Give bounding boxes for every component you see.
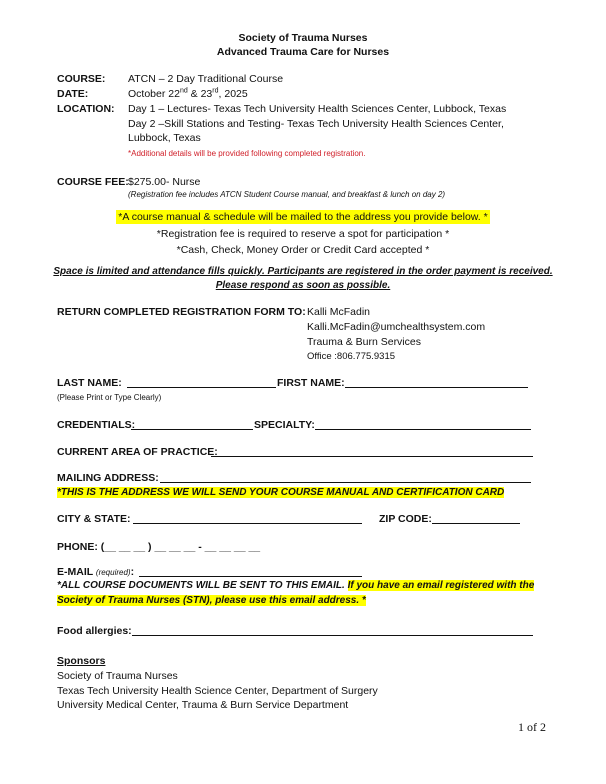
- email-colon: :: [130, 566, 135, 578]
- zip-field[interactable]: [432, 513, 520, 524]
- sponsor-item: Society of Trauma Nurses: [57, 670, 178, 682]
- print-note: (Please Print or Type Clearly): [57, 393, 162, 402]
- mailing-field[interactable]: [160, 472, 531, 483]
- course-value: ATCN – 2 Day Traditional Course: [128, 73, 284, 85]
- email-note-highlight-1: If you have an email registered with the: [347, 580, 535, 591]
- course-title: Advanced Trauma Care for Nurses: [216, 46, 390, 58]
- location-note: *Additional details will be provided following completed registration.: [128, 149, 366, 158]
- mailing-label: MAILING ADDRESS:: [57, 472, 159, 484]
- return-label: RETURN COMPLETED REGISTRATION FORM TO:: [57, 306, 306, 318]
- specialty-label: SPECIALTY:: [254, 419, 315, 431]
- return-email[interactable]: Kalli.McFadin@umchealthsystem.com: [307, 321, 486, 333]
- location-line-2: Day 2 –Skill Stations and Testing- Texas Tech University Health Sciences Center,: [128, 118, 504, 130]
- first-name-field[interactable]: [345, 377, 528, 388]
- mailing-note-wrap: [57, 487, 504, 498]
- email-note-line-1: [57, 580, 534, 591]
- last-name-field[interactable]: [127, 377, 276, 388]
- food-label: Food allergies:: [57, 625, 132, 637]
- date-text-2: & 23: [187, 88, 213, 100]
- last-name-label: LAST NAME:: [57, 377, 122, 389]
- practice-field[interactable]: [211, 446, 533, 457]
- space-limited-notice: Space is limited and attendance fills quickly. Participants are registered in the order payment is received.: [53, 266, 553, 277]
- fee-label: COURSE FEE:: [57, 176, 129, 188]
- date-sup-1: nd: [179, 87, 188, 95]
- credentials-label: CREDENTIALS:: [57, 419, 136, 431]
- fee-value: $275.00- Nurse: [128, 176, 201, 188]
- email-note-caps: *ALL COURSE DOCUMENTS WILL BE SENT TO THIS EMAIL.: [57, 580, 348, 591]
- phone-field[interactable]: PHONE: (__ __ __ ) __ __ __ - __ __ __ __: [57, 541, 261, 553]
- city-label: CITY & STATE:: [57, 513, 131, 525]
- email-field[interactable]: [139, 566, 362, 577]
- practice-label: CURRENT AREA OF PRACTICE:: [57, 446, 218, 458]
- fee-required-notice: *Registration fee is required to reserve a spot for participation *: [156, 228, 450, 240]
- date-text-1: October 22: [128, 88, 180, 100]
- food-field[interactable]: [132, 625, 533, 636]
- credentials-field[interactable]: [131, 419, 253, 430]
- mailing-note: *THIS IS THE ADDRESS WE WILL SEND YOUR COURSE MANUAL AND CERTIFICATION CARD: [57, 487, 505, 498]
- date-label: DATE:: [57, 88, 89, 100]
- manual-notice: *A course manual & schedule will be mailed to the address you provide below. *: [118, 211, 488, 223]
- email-label-wrap: [57, 566, 134, 578]
- email-label: E-MAIL: [57, 566, 93, 578]
- email-required: (required): [95, 568, 131, 577]
- date-sup-2: rd: [212, 87, 219, 95]
- email-note-highlight-2: Society of Trauma Nurses (STN), please use this email address. *: [57, 595, 366, 606]
- sponsors-heading: Sponsors: [57, 655, 106, 667]
- return-name: Kalli McFadin: [307, 306, 371, 318]
- date-text-3: , 2025: [218, 88, 248, 100]
- sponsor-item: Texas Tech University Health Science Center, Department of Surgery: [57, 685, 378, 697]
- city-field[interactable]: [133, 513, 362, 524]
- return-department: Trauma & Burn Services: [307, 336, 421, 348]
- page-indicator: 1 of 2: [518, 720, 546, 734]
- zip-label: ZIP CODE:: [379, 513, 432, 525]
- date-value: [128, 88, 248, 100]
- location-label: LOCATION:: [57, 103, 115, 115]
- respond-notice: Please respond as soon as possible.: [215, 280, 391, 291]
- org-title: Society of Trauma Nurses: [238, 32, 368, 44]
- payment-methods-notice: *Cash, Check, Money Order or Credit Card accepted *: [176, 244, 430, 256]
- location-line-3: Lubbock, Texas: [128, 132, 201, 144]
- sponsor-item: University Medical Center, Trauma & Burn Service Department: [57, 699, 349, 711]
- course-label: COURSE:: [57, 73, 106, 85]
- first-name-label: FIRST NAME:: [277, 377, 345, 389]
- fee-note: (Registration fee includes ATCN Student Course manual, and breakfast & lunch on day 2): [128, 190, 446, 199]
- email-note-line-2: [57, 595, 366, 606]
- location-line-1: Day 1 – Lectures- Texas Tech University Health Sciences Center, Lubbock, Texas: [128, 103, 507, 115]
- specialty-field[interactable]: [315, 419, 531, 430]
- return-office: Office :806.775.9315: [307, 351, 396, 362]
- manual-notice-wrap: [0, 211, 606, 223]
